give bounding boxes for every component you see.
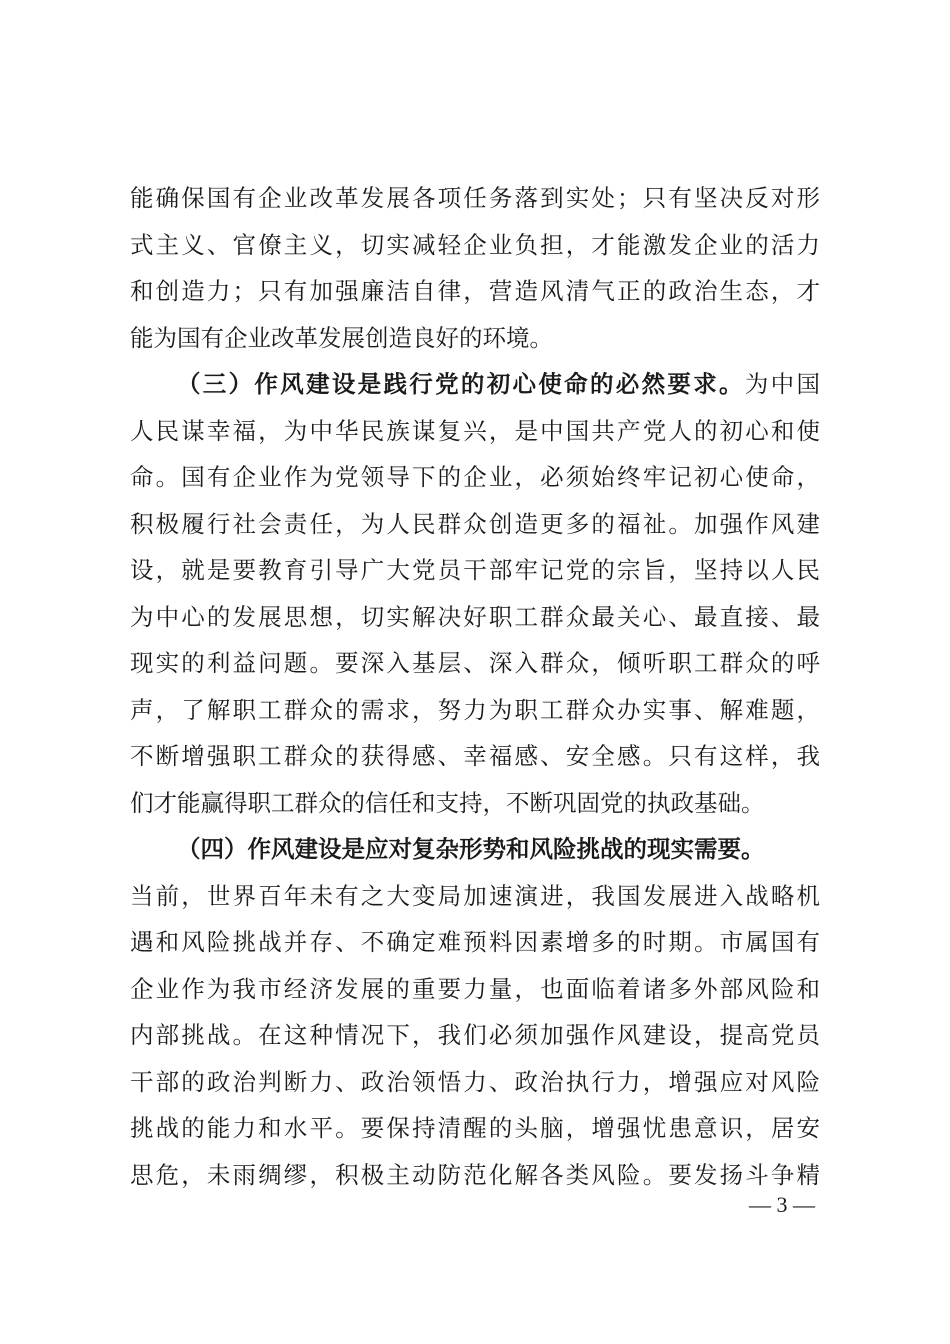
text-line: 们才能赢得职工群众的信任和支持，不断巩固党的执政基础。 xyxy=(130,788,765,817)
body-text xyxy=(130,175,820,1198)
text-line xyxy=(130,361,820,408)
text-line: 遇和风险挑战并存、不确定难预料因素增多的时期。市属国有 xyxy=(130,928,820,956)
text-line: 思危，未雨绸缪，积极主动防范化解各类风险。要发扬斗争精 xyxy=(130,1160,820,1189)
text-line: 积极履行社会责任，为人民群众创造更多的福祉。加强作风建 xyxy=(130,509,820,538)
section-heading: （三）作风建设是践行党的初心使命的必然要求。 xyxy=(177,370,745,398)
text-line: 能为国有企业改革发展创造良好的环境。 xyxy=(130,323,553,352)
text-line: 能确保国有企业改革发展各项任务落到实处；只有坚决反对形 xyxy=(130,184,820,212)
text-line: 干部的政治判断力、政治领悟力、政治执行力，增强应对风险 xyxy=(130,1067,820,1096)
paragraph-section-three xyxy=(130,361,820,826)
paragraph-section-four xyxy=(130,826,820,1198)
text-line: 当前，世界百年未有之大变局加速演进，我国发展进入战略机 xyxy=(130,881,820,910)
text-line: 为中心的发展思想，切实解决好职工群众最关心、最直接、最 xyxy=(130,602,820,631)
page-number: — 3 — xyxy=(749,1192,815,1217)
text-fragment: 为中国 xyxy=(744,370,820,398)
text-line: 企业作为我市经济发展的重要力量，也面临着诸多外部风险和 xyxy=(130,974,820,1003)
text-line: 现实的利益问题。要深入基层、深入群众，倾听职工群众的呼 xyxy=(130,649,820,677)
text-line xyxy=(130,826,820,873)
section-heading: （四）作风建设是应对复杂形势和风险挑战的现实需要。 xyxy=(177,835,765,863)
text-line: 人民谋幸福，为中华民族谋复兴，是中国共产党人的初心和使 xyxy=(130,416,820,445)
text-line: 不断增强职工群众的获得感、幸福感、安全感。只有这样，我 xyxy=(130,742,820,770)
text-line: 和创造力；只有加强廉洁自律，营造风清气正的政治生态，才 xyxy=(130,277,820,305)
text-line: 设，就是要教育引导广大党员干部牢记党的宗旨，坚持以人民 xyxy=(130,556,820,584)
text-line: 声，了解职工群众的需求，努力为职工群众办实事、解难题， xyxy=(130,695,820,724)
text-line: 式主义、官僚主义，切实减轻企业负担，才能激发企业的活力 xyxy=(130,230,820,259)
text-line: 挑战的能力和水平。要保持清醒的头脑，增强忧患意识，居安 xyxy=(130,1114,820,1142)
text-line: 内部挑战。在这种情况下，我们必须加强作风建设，提高党员 xyxy=(130,1021,820,1049)
text-line: 命。国有企业作为党领导下的企业，必须始终牢记初心使命， xyxy=(130,463,820,491)
paragraph-continuation xyxy=(130,175,820,361)
